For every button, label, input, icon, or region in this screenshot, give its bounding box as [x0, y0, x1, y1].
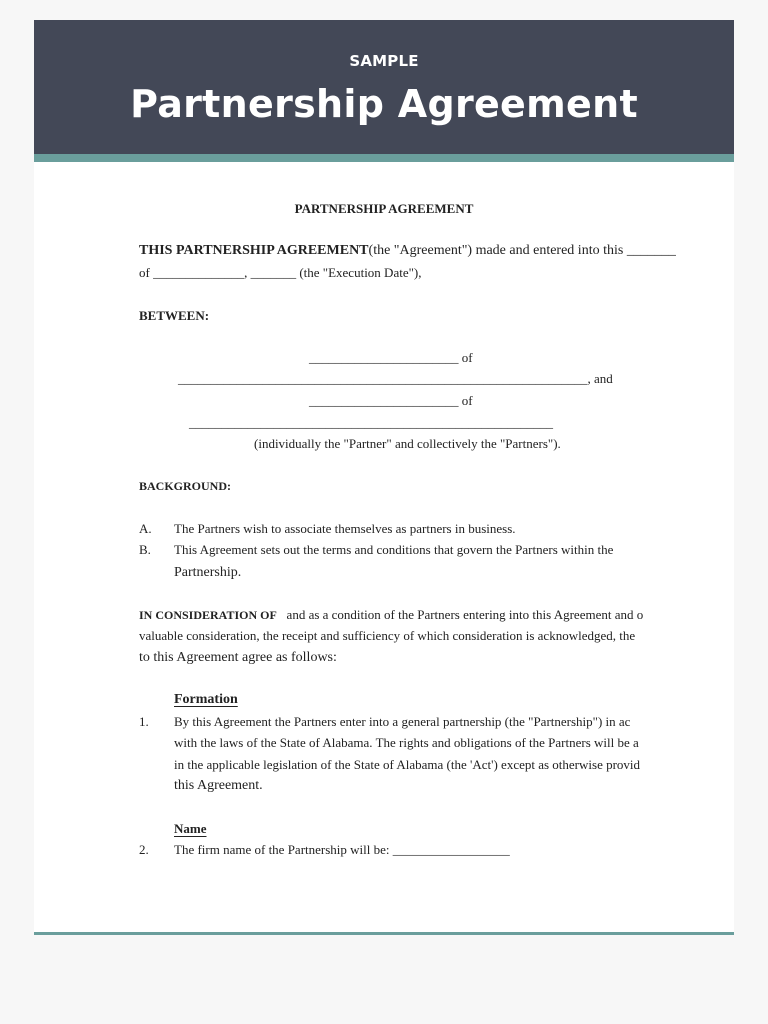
section-number: 1.: [139, 714, 149, 729]
footer-rule: [34, 932, 734, 935]
header-banner: [34, 20, 734, 154]
section-line: with the laws of the State of Alabama. The rights and obligations of the Partners will be a: [174, 735, 639, 750]
party-1-address-line: _______________________________________________________________, and: [178, 371, 613, 386]
consideration-line-2: valuable consideration, the receipt and sufficiency of which consideration is acknowledged, the: [139, 628, 636, 643]
section-line: this Agreement.: [174, 778, 263, 793]
party-2-line: _______________________ of: [309, 393, 473, 408]
between-heading: BETWEEN:: [139, 308, 210, 323]
banner-title: Partnership Agreement: [130, 82, 638, 126]
document-heading: PARTNERSHIP AGREEMENT: [294, 201, 474, 216]
intro-rest: (the "Agreement") made and entered into this _______: [368, 243, 676, 258]
party-2-address-line: ________________________________________________________: [189, 415, 553, 430]
section-title-name: Name: [174, 821, 207, 836]
banner-label: SAMPLE: [349, 52, 419, 70]
intro-line-2: of ______________, _______ (the "Execution Date"),: [139, 265, 422, 280]
background-item-text: This Agreement sets out the terms and conditions that govern the Partners within the: [174, 542, 614, 557]
background-item-marker: B.: [139, 542, 151, 557]
party-1-line: _______________________ of: [309, 350, 473, 365]
background-item-continuation: Partnership.: [174, 565, 242, 580]
section-title-formation: Formation: [174, 692, 238, 707]
consideration-rest: and as a condition of the Partners entering into this Agreement and o: [286, 607, 644, 622]
background-heading: BACKGROUND:: [139, 479, 231, 493]
section-line: in the applicable legislation of the State of Alabama (the 'Act') except as otherwise provid: [174, 757, 641, 772]
consideration-line-3: to this Agreement agree as follows:: [139, 650, 337, 665]
parties-definition: (individually the "Partner" and collectively the "Partners").: [254, 436, 561, 451]
background-item-marker: A.: [139, 521, 152, 536]
section-number: 2.: [139, 842, 149, 857]
section-line: By this Agreement the Partners enter into a general partnership (the "Partnership") in ac: [174, 714, 631, 729]
background-item-text: The Partners wish to associate themselves as partners in business.: [174, 521, 516, 536]
intro-bold: THIS PARTNERSHIP AGREEMENT: [139, 243, 369, 258]
consideration-bold: IN CONSIDERATION OF: [139, 608, 277, 622]
section-line: The firm name of the Partnership will be: __________________: [174, 842, 510, 857]
consideration-line-1: [139, 607, 734, 623]
document-page: [34, 20, 734, 933]
accent-band: [34, 154, 734, 162]
intro-line-1: [139, 243, 676, 259]
